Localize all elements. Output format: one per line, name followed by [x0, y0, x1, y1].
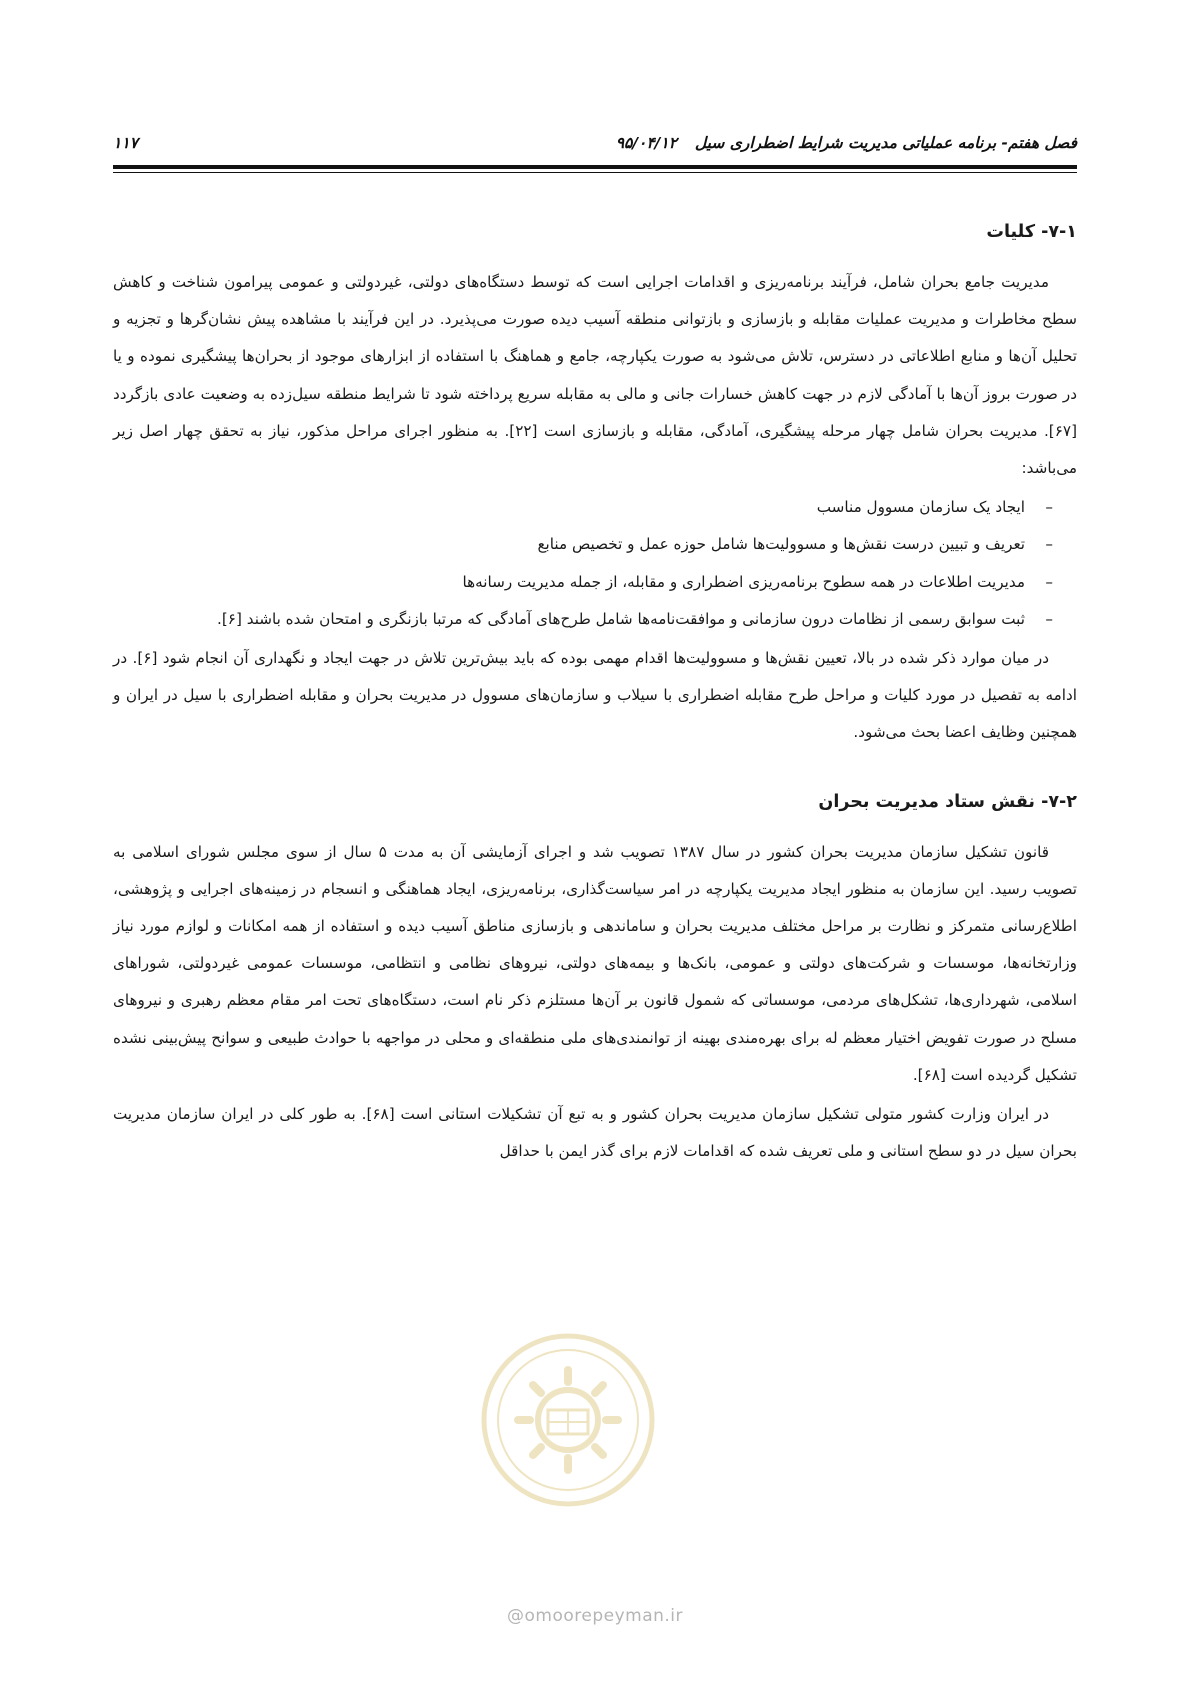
list-item-text: ایجاد یک سازمان مسوول مناسب	[816, 498, 1025, 517]
list-item	[113, 564, 1053, 601]
chapter-title: فصل هفتم- برنامه عملیاتی مدیریت شرایط اضطراری سیل	[694, 134, 1077, 152]
emblem-seal-icon	[478, 1330, 658, 1510]
paragraph: در میان موارد ذکر شده در بالا، تعیین نقش‌ها و مسوولیت‌ها اقدام مهمی بوده که باید بیش‌ترین تلاش در جهت ایجاد و نگهداری آن انجام شود [۶]. در ادامه به تفصیل در مورد کلیات و مراحل طرح مقابله اضطراری با سیلاب و سازمان‌های مسوول در مدیریت بحران و مقابله اضطراری با سیل در ایران و همچنین وظایف اعضا بحث می‌شود.	[113, 649, 1077, 742]
dash-bullet: –	[1045, 572, 1053, 591]
list-item	[113, 601, 1053, 638]
page-content	[113, 212, 1077, 1172]
list-item-text: تعریف و تبیین درست نقش‌ها و مسوولیت‌ها شامل حوزه عمل و تخصیص منابع	[537, 535, 1025, 554]
header-date: ۹۵/۰۴/۱۲	[615, 134, 677, 152]
list-item-text: مدیریت اطلاعات در همه سطوح برنامه‌ریزی اضطراری و مقابله، از جمله مدیریت رسانه‌ها	[462, 572, 1025, 591]
running-header	[113, 130, 1077, 156]
website-footer: @omoorepeyman.ir	[506, 1606, 684, 1626]
dash-bullet: –	[1045, 535, 1053, 554]
list-item-text: ثبت سوابق رسمی از نظامات درون سازمانی و موافقت‌نامه‌ها شامل طرح‌های آمادگی که مرتبا بازنگری و امتحان شده باشند [۶].	[217, 609, 1025, 628]
header-rule-thick	[113, 165, 1077, 169]
principles-list	[113, 489, 1077, 638]
section-heading-generalities: ۷-۱- کلیات	[986, 222, 1077, 242]
list-item	[113, 526, 1053, 563]
section-heading-crisis-headquarters: ۷-۲- نقش ستاد مدیریت بحران	[818, 791, 1077, 812]
page-number: ۱۱۷	[113, 134, 138, 152]
dash-bullet: –	[1045, 609, 1053, 628]
dash-bullet: –	[1045, 498, 1053, 517]
paragraph: مدیریت جامع بحران شامل، فرآیند برنامه‌ریزی و اقدامات اجرایی است که توسط دستگاه‌های دولتی، غیردولتی و عمومی پیرامون شناخت و کاهش سطح مخاطرات و مدیریت عملیات مقابله و بازسازی و بازتوانی منطقه آسیب دیده صورت می‌پذیرد. در این فرآیند با مشاهده پیش نشان‌گرها و تجزیه و تحلیل آن‌ها و منابع اطلاعاتی در دسترس، تلاش می‌شود به صورت یکپارچه، جامع و هماهنگ با استفاده از ابزارهای موجود از بحران‌ها پیشگیری نموده و یا در صورت بروز آن‌ها با آمادگی لازم در جهت کاهش خسارات جانی و مالی به مقابله سریع پرداخته شود تا شرایط منطقه سیل‌زده به وضعیت عادی بازگردد [۶۷]. مدیریت بحران شامل چهار مرحله پیشگیری، آمادگی، مقابله و بازسازی است [۲۲]. به منظور اجرای مراحل مذکور، نیاز به تحقق چهار اصل زیر می‌باشد:	[113, 273, 1078, 478]
list-item	[113, 489, 1053, 526]
paragraph: در ایران وزارت کشور متولی تشکیل سازمان مدیریت بحران کشور و به تبع آن تشکیلات استانی است [۶۸]. به طور کلی در ایران سازمان مدیریت بحران سیل در دو سطح استانی و ملی تعریف شده که اقدامات لازم برای گذر ایمن با حداقل	[113, 1105, 1077, 1161]
paragraph: قانون تشکیل سازمان مدیریت بحران کشور در سال ۱۳۸۷ تصویب شد و اجرای آزمایشی آن به مدت ۵ سال از سوی مجلس شورای اسلامی به تصویب رسید. این سازمان به منظور ایجاد مدیریت یکپارچه در امر سیاست‌گذاری، برنامه‌ریزی، ایجاد هماهنگی و انسجام در زمینه‌های اجرایی و پژوهشی، اطلاع‌رسانی متمرکز و نظارت بر مراحل مختلف مدیریت بحران و ساماندهی و بازسازی مناطق آسیب دیده و استفاده از همه امکانات و لوازم مورد نیاز وزارتخانه‌ها، موسسات و شرکت‌های دولتی و عمومی، بانک‌ها و بیمه‌های دولتی، نیروهای نظامی و انتظامی، موسسات عمومی غیردولتی، شوراهای اسلامی، شهرداری‌ها، تشکل‌های مردمی، موسساتی که شمول قانون بر آن‌ها مستلزم ذکر نام است، دستگاه‌های تحت امر مقام معظم رهبری و نیروهای مسلح در صورت تفویض اختیار معظم له برای بهره‌مندی بهینه از توانمندی‌های ملی منطقه‌ای و محلی در مواجهه با حوادث طبیعی و سوانح پیش‌بینی نشده تشکیل گردیده است [۶۸].	[113, 842, 1077, 1084]
website-url: omoorepeyman.ir	[524, 1606, 684, 1626]
header-rule-thin	[113, 172, 1077, 173]
